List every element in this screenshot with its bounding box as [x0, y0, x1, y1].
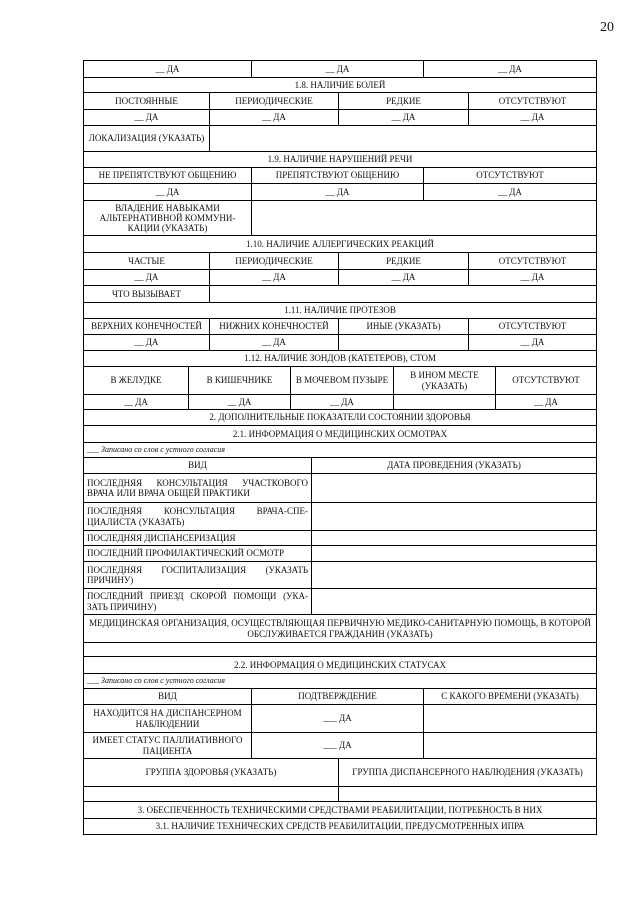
- speech-header-row: [83, 167, 597, 183]
- tube-yes-row: [83, 394, 597, 409]
- yes-cell: __ ДА: [188, 395, 290, 409]
- alt-communication-row: [83, 200, 597, 235]
- column-header: ПЕРИОДИЧЕСКИЕ: [209, 93, 338, 109]
- column-header: РЕДКИЕ: [338, 253, 468, 269]
- page-number: 20: [600, 20, 614, 35]
- column-header: ОТСУТСТВУЮТ: [468, 319, 597, 334]
- yes-cell: __ ДА: [495, 395, 597, 409]
- allergy-header-row: [83, 252, 597, 269]
- yes-cell: __ ДА: [83, 335, 209, 350]
- column-header: В МОЧЕВОМ ПУЗЫРЕ: [290, 367, 393, 394]
- column-header: ПОДТВЕРЖДЕНИЕ: [251, 689, 423, 704]
- health-group-fields-row: [83, 786, 597, 801]
- yes-cell: __ ДА: [468, 270, 597, 285]
- status-label: ИМЕЕТ СТАТУС ПАЛЛИАТИВНОГО ПАЦИЕНТА: [83, 733, 251, 758]
- column-header: ВИД: [83, 458, 311, 473]
- column-header: В КИШЕЧНИКЕ: [188, 367, 290, 394]
- pain-header-row: [83, 92, 597, 109]
- yes-cell: __ ДА: [83, 270, 209, 285]
- yes-cell: __ ДА: [468, 110, 597, 125]
- column-header: ЧАСТЫЕ: [83, 253, 209, 269]
- localization-field[interactable]: [209, 126, 597, 151]
- consent-note-row: [83, 442, 597, 457]
- section-title: 1.9. НАЛИЧИЕ НАРУШЕНИЙ РЕЧИ: [83, 152, 597, 167]
- column-header: НИЖНИХ КОНЕЧНОСТЕЙ: [209, 319, 338, 334]
- date-field[interactable]: [311, 474, 597, 502]
- since-field[interactable]: [423, 733, 597, 758]
- since-field[interactable]: [423, 705, 597, 732]
- section-title: 3.1. НАЛИЧИЕ ТЕХНИЧЕСКИХ СРЕДСТВ РЕАБИЛИТАЦИИ, ПРЕДУСМОТРЕННЫХ ИПРА: [83, 819, 597, 834]
- checkups-header-row: [83, 457, 597, 473]
- yes-cell: __ ДА: [290, 395, 393, 409]
- statuses-header-row: [83, 688, 597, 704]
- section-title: 1.8. НАЛИЧИЕ БОЛЕЙ: [83, 78, 597, 92]
- yes-cell: __ ДА: [251, 61, 423, 77]
- medical-organization-label: МЕДИЦИНСКАЯ ОРГАНИЗАЦИЯ, ОСУЩЕСТВЛЯЮЩАЯ ПЕРВИЧНУЮ МЕДИКО-САНИТАРНУЮ ПОМОЩЬ, В КОТОРОЙ ОБСЛУЖИВАЕТСЯ ГРАЖДАНИН (УКАЗАТЬ): [83, 615, 597, 642]
- medical-organization-field[interactable]: [83, 643, 597, 656]
- yes-cell: __ ДА: [423, 184, 597, 200]
- yes-cell: ___ ДА: [251, 733, 423, 758]
- section-title: 2. ДОПОЛНИТЕЛЬНЫЕ ПОКАЗАТЕЛИ СОСТОЯНИИ ЗДОРОВЬЯ: [83, 410, 597, 425]
- column-header: ИНЫЕ (УКАЗАТЬ): [338, 319, 468, 334]
- section-1-8-title-row: [83, 77, 597, 92]
- health-group-row: [83, 758, 597, 786]
- yes-cell: __ ДА: [209, 270, 338, 285]
- yes-cell: __ ДА: [468, 335, 597, 350]
- health-group-label: ГРУППА ЗДОРОВЬЯ (УКАЗАТЬ): [83, 759, 338, 786]
- consent-note-row: [83, 673, 597, 688]
- section-title: 3. ОБЕСПЕЧЕННОСТЬ ТЕХНИЧЕСКИМИ СРЕДСТВАМИ РЕАБИЛИТАЦИИ, ПОТРЕБНОСТЬ В НИХ: [83, 802, 597, 818]
- section-title: 1.10. НАЛИЧИЕ АЛЛЕРГИЧЕСКИХ РЕАКЦИЙ: [83, 236, 597, 252]
- yes-cell: __ ДА: [83, 61, 251, 77]
- yes-cell: __ ДА: [251, 184, 423, 200]
- column-header: ОТСУТСТВУЮТ: [423, 168, 597, 183]
- checkup-row: [83, 530, 597, 545]
- speech-yes-row: [83, 183, 597, 200]
- prosthesis-yes-row: [83, 334, 597, 350]
- date-field[interactable]: [311, 531, 597, 545]
- checkup-row: [83, 545, 597, 561]
- section-2-1-title-row: [83, 425, 597, 442]
- yes-cell: __ ДА: [338, 270, 468, 285]
- date-field[interactable]: [311, 503, 597, 530]
- yes-cell: __ ДА: [423, 61, 597, 77]
- health-group-field[interactable]: [83, 787, 338, 801]
- yes-cell: __ ДА: [209, 110, 338, 125]
- column-header: ПОСТОЯННЫЕ: [83, 93, 209, 109]
- allergy-cause-row: [83, 285, 597, 302]
- section-2-title-row: [83, 409, 597, 425]
- allergy-cause-field[interactable]: [209, 286, 597, 302]
- section-3-title-row: [83, 801, 597, 818]
- pain-localization-row: [83, 125, 597, 151]
- status-row: [83, 732, 597, 758]
- section-1-12-title-row: [83, 350, 597, 366]
- column-header: ПЕРИОДИЧЕСКИЕ: [209, 253, 338, 269]
- pain-yes-row: [83, 109, 597, 125]
- consent-note: ___ Записано со слов с устного согласия: [83, 674, 597, 688]
- checkup-label: ПОСЛЕДНЯЯ ДИСПАНСЕРИЗАЦИЯ: [83, 531, 311, 545]
- localization-label: ЛОКАЛИЗАЦИЯ (УКАЗАТЬ): [83, 126, 209, 151]
- column-header: ВИД: [83, 689, 251, 704]
- allergy-cause-label: ЧТО ВЫЗЫВАЕТ: [83, 286, 209, 302]
- medical-organization-field-row: [83, 642, 597, 656]
- section-title: 1.12. НАЛИЧИЕ ЗОНДОВ (КАТЕТЕРОВ), СТОМ: [83, 351, 597, 366]
- section-1-11-title-row: [83, 302, 597, 318]
- column-header: В ЖЕЛУДКЕ: [83, 367, 188, 394]
- section-1-9-title-row: [83, 151, 597, 167]
- continuation-yes-row: [83, 60, 597, 77]
- column-header: С КАКОГО ВРЕМЕНИ (УКАЗАТЬ): [423, 689, 597, 704]
- checkup-label: ПОСЛЕДНИЙ ПРИЕЗД СКОРОЙ ПОМОЩИ (УКА-ЗАТЬ ПРИЧИНУ): [83, 589, 311, 614]
- yes-cell: __ ДА: [83, 395, 188, 409]
- column-header: РЕДКИЕ: [338, 93, 468, 109]
- other-location-field[interactable]: [393, 395, 495, 409]
- alt-communication-field[interactable]: [251, 201, 597, 235]
- alt-communication-label: ВЛАДЕНИЕ НАВЫКАМИ АЛЬТЕРНАТИВНОЙ КОММУНИ-КАЦИИ (УКАЗАТЬ): [83, 201, 251, 235]
- table-bottom-border: [83, 834, 597, 835]
- yes-cell: __ ДА: [83, 184, 251, 200]
- date-field[interactable]: [311, 546, 597, 561]
- checkup-row: [83, 473, 597, 502]
- column-header: НЕ ПРЕПЯТСТВУЮТ ОБЩЕНИЮ: [83, 168, 251, 183]
- other-prosthesis-field[interactable]: [338, 335, 468, 350]
- column-header: ОТСУТСТВУЮТ: [468, 93, 597, 109]
- allergy-yes-row: [83, 269, 597, 285]
- yes-cell: __ ДА: [209, 335, 338, 350]
- prosthesis-header-row: [83, 318, 597, 334]
- column-header: ВЕРХНИХ КОНЕЧНОСТЕЙ: [83, 319, 209, 334]
- section-title: 2.1. ИНФОРМАЦИЯ О МЕДИЦИНСКИХ ОСМОТРАХ: [83, 426, 597, 442]
- yes-cell: __ ДА: [338, 110, 468, 125]
- column-header: ДАТА ПРОВЕДЕНИЯ (УКАЗАТЬ): [311, 458, 597, 473]
- yes-cell: __ ДА: [83, 110, 209, 125]
- yes-cell: ___ ДА: [251, 705, 423, 732]
- column-header: ПРЕПЯТСТВУЮТ ОБЩЕНИЮ: [251, 168, 423, 183]
- dispensary-group-label: ГРУППА ДИСПАНСЕРНОГО НАБЛЮДЕНИЯ (УКАЗАТЬ): [338, 759, 597, 786]
- column-header: ОТСУТСТВУЮТ: [495, 367, 597, 394]
- section-title: 2.2. ИНФОРМАЦИЯ О МЕДИЦИНСКИХ СТАТУСАХ: [83, 657, 597, 673]
- date-field[interactable]: [311, 589, 597, 614]
- status-label: НАХОДИТСЯ НА ДИСПАНСЕРНОМ НАБЛЮДЕНИИ: [83, 705, 251, 732]
- dispensary-group-field[interactable]: [338, 787, 597, 801]
- section-3-1-title-row: [83, 818, 597, 834]
- medical-organization-row: [83, 614, 597, 642]
- checkup-label: ПОСЛЕДНЯЯ КОНСУЛЬТАЦИЯ УЧАСТКОВОГО ВРАЧА ИЛИ ВРАЧА ОБЩЕЙ ПРАКТИКИ: [83, 474, 311, 502]
- consent-note: ___ Записано со слов с устного согласия: [83, 443, 597, 457]
- column-header: ОТСУТСТВУЮТ: [468, 253, 597, 269]
- section-title: 1.11. НАЛИЧИЕ ПРОТЕЗОВ: [83, 303, 597, 318]
- section-1-10-title-row: [83, 235, 597, 252]
- status-row: [83, 704, 597, 732]
- checkup-label: ПОСЛЕДНИЙ ПРОФИЛАКТИЧЕСКИЙ ОСМОТР: [83, 546, 311, 561]
- column-header: В ИНОМ МЕСТЕ (УКАЗАТЬ): [393, 367, 495, 394]
- section-2-2-title-row: [83, 656, 597, 673]
- checkup-label: ПОСЛЕДНЯЯ КОНСУЛЬТАЦИЯ ВРАЧА-СПЕ-ЦИАЛИСТА (УКАЗАТЬ): [83, 503, 311, 530]
- checkup-row: [83, 502, 597, 530]
- checkup-label: ПОСЛЕДНЯЯ ГОСПИТАЛИЗАЦИЯ (УКАЗАТЬ ПРИЧИНУ): [83, 562, 311, 588]
- date-field[interactable]: [311, 562, 597, 588]
- tube-header-row: [83, 366, 597, 394]
- checkup-row: [83, 561, 597, 588]
- checkup-row: [83, 588, 597, 614]
